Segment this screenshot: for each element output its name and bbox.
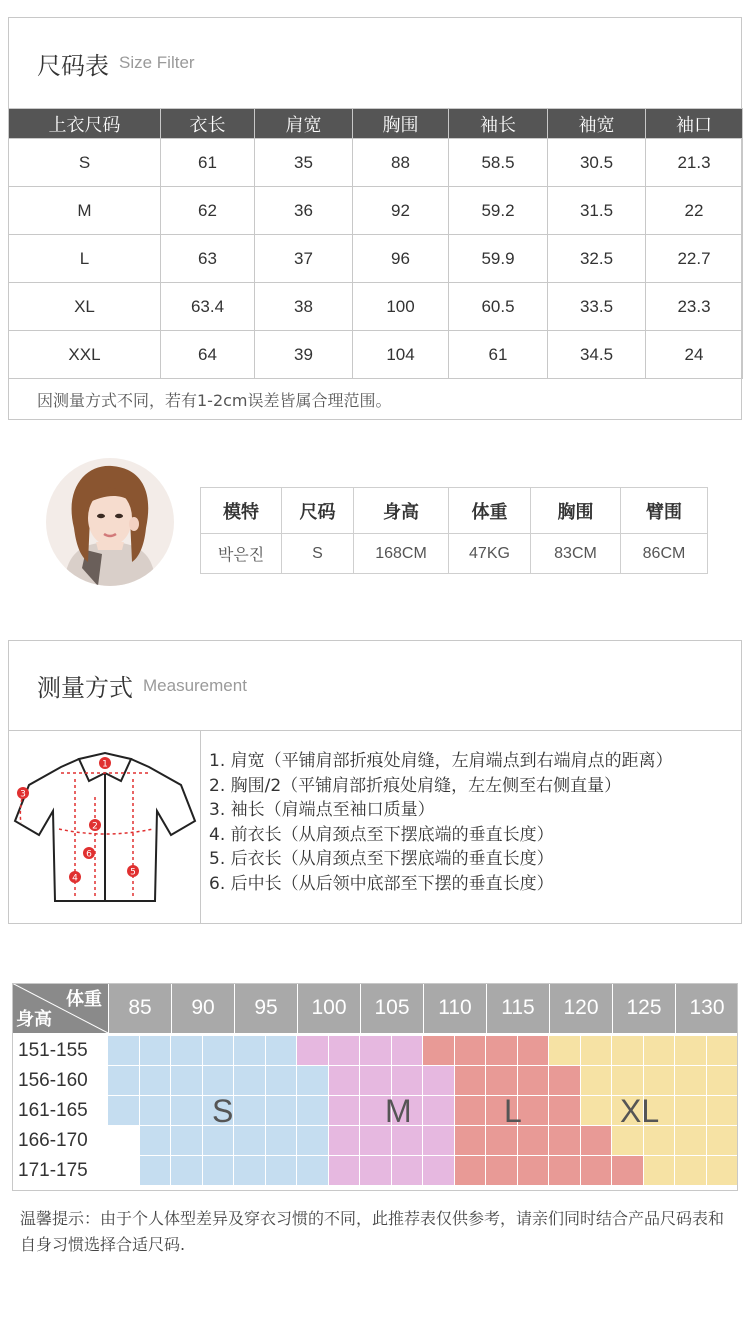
size-value-cell: 92 bbox=[353, 187, 449, 235]
size-zone-cell bbox=[644, 1036, 676, 1066]
measurement-item: 4. 前衣长（从肩颈点至下摆底端的垂直长度） bbox=[209, 824, 554, 845]
measurement-item: 3. 袖长（肩端点至袖口质量） bbox=[209, 800, 435, 820]
size-zone-cell bbox=[329, 1066, 361, 1096]
size-label-cell: XL bbox=[9, 283, 161, 331]
model-value-cell: 168CM bbox=[354, 534, 449, 574]
size-value-cell: 34.5 bbox=[548, 331, 646, 379]
weight-column-header: 105 bbox=[360, 983, 423, 1033]
svg-text:1: 1 bbox=[102, 759, 108, 770]
size-zone-label: S bbox=[212, 1093, 234, 1129]
size-zone-cell bbox=[171, 1126, 203, 1156]
size-col-header: 上衣尺码 bbox=[9, 109, 161, 139]
size-zone-cell bbox=[612, 1066, 644, 1096]
size-zone-cell bbox=[581, 1156, 613, 1186]
size-value-cell: 62 bbox=[161, 187, 255, 235]
size-zone-cell bbox=[108, 1036, 140, 1066]
size-zone-cell bbox=[266, 1036, 298, 1066]
size-table-heading bbox=[9, 18, 741, 108]
size-zone-cell bbox=[581, 1096, 613, 1126]
model-table-row bbox=[201, 534, 708, 574]
size-zone-cell bbox=[140, 1066, 172, 1096]
measurement-marker bbox=[83, 847, 95, 860]
size-zone-cell bbox=[423, 1036, 455, 1066]
size-zone-cell bbox=[612, 1036, 644, 1066]
svg-text:3: 3 bbox=[20, 789, 26, 800]
svg-text:6: 6 bbox=[86, 849, 92, 860]
size-value-cell: 21.3 bbox=[646, 139, 743, 187]
model-table-header-row bbox=[201, 488, 708, 534]
size-zone-cell bbox=[581, 1066, 613, 1096]
size-note: 因测量方式不同，若有1-2cm误差皆属合理范围。 bbox=[37, 390, 392, 410]
size-zone-cell bbox=[486, 1036, 518, 1066]
size-zone-cell bbox=[392, 1156, 424, 1186]
size-table-section bbox=[8, 17, 742, 420]
weight-header-row bbox=[12, 983, 738, 1033]
size-value-cell: 37 bbox=[255, 235, 353, 283]
size-zone-cell bbox=[518, 1156, 550, 1186]
size-zone-cell bbox=[203, 1156, 235, 1186]
size-zone-cell bbox=[297, 1036, 329, 1066]
size-zone-cell bbox=[549, 1156, 581, 1186]
measurement-list bbox=[201, 731, 673, 923]
size-title-cn: 尺码表 bbox=[37, 51, 109, 80]
size-zone-cell bbox=[707, 1156, 739, 1186]
size-table-header-row bbox=[9, 109, 743, 139]
size-zone-cell bbox=[644, 1126, 676, 1156]
shirt-diagram bbox=[9, 731, 201, 923]
size-zone-cell bbox=[108, 1126, 140, 1156]
size-zone-cell bbox=[549, 1066, 581, 1096]
size-zone-cell bbox=[707, 1036, 739, 1066]
size-zone-cell bbox=[360, 1066, 392, 1096]
size-zone-cell bbox=[140, 1036, 172, 1066]
measurement-marker bbox=[69, 871, 81, 884]
size-zone-cell bbox=[455, 1036, 487, 1066]
size-zone-cell bbox=[171, 1036, 203, 1066]
size-zone-cell bbox=[707, 1126, 739, 1156]
size-zone-cell bbox=[108, 1156, 140, 1186]
size-zone-label: L bbox=[504, 1093, 522, 1129]
size-table-row bbox=[9, 187, 743, 235]
size-value-cell: 31.5 bbox=[548, 187, 646, 235]
measurement-marker bbox=[17, 787, 29, 800]
weight-column-header: 120 bbox=[549, 983, 612, 1033]
model-value-cell: 83CM bbox=[531, 534, 621, 574]
measurement-item: 1. 肩宽（平铺肩部折痕处肩缝，左肩端点到右端肩点的距离） bbox=[209, 751, 673, 771]
size-zone-cell bbox=[329, 1126, 361, 1156]
model-table bbox=[200, 487, 708, 574]
size-zone-cell bbox=[675, 1066, 707, 1096]
size-zone-cell bbox=[297, 1126, 329, 1156]
size-value-cell: 61 bbox=[161, 139, 255, 187]
size-zone-cell bbox=[455, 1066, 487, 1096]
size-zone-cell bbox=[518, 1066, 550, 1096]
size-zone-cell bbox=[644, 1066, 676, 1096]
size-col-header: 肩宽 bbox=[255, 109, 353, 139]
size-value-cell: 64 bbox=[161, 331, 255, 379]
size-zone-cell bbox=[549, 1096, 581, 1126]
measurement-item: 6. 后中长（从后领中底部至下摆的垂直长度） bbox=[209, 873, 554, 894]
size-col-header: 袖口 bbox=[646, 109, 743, 139]
size-zone-cell bbox=[171, 1066, 203, 1096]
measurement-item: 2. 胸围/2（平铺肩部折痕处肩缝，左左侧至右侧直量） bbox=[209, 775, 622, 796]
measurement-marker bbox=[127, 865, 139, 878]
size-value-cell: 104 bbox=[353, 331, 449, 379]
weight-column-header: 85 bbox=[108, 983, 171, 1033]
size-zone-cell bbox=[171, 1096, 203, 1126]
size-zone-cell bbox=[171, 1156, 203, 1186]
size-value-cell: 35 bbox=[255, 139, 353, 187]
size-zone-cell bbox=[549, 1126, 581, 1156]
size-value-cell: 23.3 bbox=[646, 283, 743, 331]
weight-column-header: 100 bbox=[297, 983, 360, 1033]
size-zone-cell bbox=[518, 1096, 550, 1126]
measurement-marker bbox=[89, 819, 101, 832]
size-zone-cell bbox=[612, 1126, 644, 1156]
size-table bbox=[8, 108, 743, 379]
size-table-row bbox=[9, 283, 743, 331]
measurement-marker bbox=[99, 757, 111, 770]
size-value-cell: 22 bbox=[646, 187, 743, 235]
size-zone-cell bbox=[423, 1066, 455, 1096]
size-value-cell: 88 bbox=[353, 139, 449, 187]
size-zone-cell bbox=[518, 1126, 550, 1156]
size-value-cell: 22.7 bbox=[646, 235, 743, 283]
size-title-en: Size Filter bbox=[119, 53, 195, 72]
measurement-section bbox=[8, 640, 742, 924]
height-axis-label: 身高 bbox=[16, 1009, 52, 1030]
weight-axis-label: 体重 bbox=[66, 989, 102, 1010]
size-zone-cell bbox=[266, 1156, 298, 1186]
size-zone-cell bbox=[360, 1126, 392, 1156]
size-zone-cell bbox=[644, 1156, 676, 1186]
size-recommend-chart bbox=[12, 983, 738, 1191]
model-value-cell: S bbox=[282, 534, 354, 574]
model-value-cell: 47KG bbox=[449, 534, 531, 574]
size-value-cell: 63 bbox=[161, 235, 255, 283]
size-value-cell: 32.5 bbox=[548, 235, 646, 283]
height-row-label: 151-155 bbox=[18, 1040, 88, 1061]
size-zone-cell bbox=[329, 1096, 361, 1126]
size-zone-cell bbox=[266, 1126, 298, 1156]
size-zone-cell bbox=[329, 1036, 361, 1066]
svg-text:2: 2 bbox=[92, 821, 98, 832]
height-row-label: 161-165 bbox=[18, 1100, 88, 1121]
size-value-cell: 96 bbox=[353, 235, 449, 283]
size-value-cell: 61 bbox=[449, 331, 548, 379]
size-zone-cell bbox=[360, 1156, 392, 1186]
axis-corner bbox=[12, 983, 108, 1033]
size-zone-cell bbox=[140, 1126, 172, 1156]
model-col-header: 胸围 bbox=[531, 488, 621, 534]
size-zone-cell bbox=[423, 1096, 455, 1126]
size-zone-cell bbox=[612, 1156, 644, 1186]
size-zone-cell bbox=[360, 1036, 392, 1066]
model-col-header: 尺码 bbox=[282, 488, 354, 534]
size-zone-cell bbox=[518, 1036, 550, 1066]
size-zone-cell bbox=[675, 1126, 707, 1156]
measurement-title-en: Measurement bbox=[143, 675, 247, 695]
size-zone-cell bbox=[423, 1126, 455, 1156]
size-value-cell: 39 bbox=[255, 331, 353, 379]
height-row-label: 166-170 bbox=[18, 1130, 88, 1151]
weight-column-header: 115 bbox=[486, 983, 549, 1033]
size-zone-cell bbox=[581, 1036, 613, 1066]
size-label-cell: S bbox=[9, 139, 161, 187]
size-zone-cell bbox=[234, 1126, 266, 1156]
size-zone-cell bbox=[297, 1156, 329, 1186]
size-zone-cell bbox=[108, 1066, 140, 1096]
measurement-heading bbox=[9, 641, 741, 731]
measurement-title-cn: 测量方式 bbox=[37, 674, 133, 702]
size-zone-cell bbox=[108, 1096, 140, 1126]
size-zone-cell bbox=[329, 1156, 361, 1186]
size-col-header: 袖宽 bbox=[548, 109, 646, 139]
size-zone-cell bbox=[707, 1066, 739, 1096]
size-value-cell: 60.5 bbox=[449, 283, 548, 331]
size-zone-cell bbox=[203, 1066, 235, 1096]
size-zone-cell bbox=[266, 1096, 298, 1126]
size-value-cell: 63.4 bbox=[161, 283, 255, 331]
size-value-cell: 58.5 bbox=[449, 139, 548, 187]
size-zone-cell bbox=[392, 1036, 424, 1066]
size-col-header: 胸围 bbox=[353, 109, 449, 139]
size-col-header: 袖长 bbox=[449, 109, 548, 139]
svg-text:5: 5 bbox=[130, 867, 136, 878]
size-value-cell: 36 bbox=[255, 187, 353, 235]
model-value-cell: 86CM bbox=[621, 534, 708, 574]
size-zone-cell bbox=[234, 1096, 266, 1126]
size-table-row bbox=[9, 331, 743, 379]
size-value-cell: 38 bbox=[255, 283, 353, 331]
weight-column-header: 130 bbox=[675, 983, 738, 1033]
sizing-tip: 温馨提示：由于个人体型差异及穿衣习惯的不同，此推荐表仅供参考，请亲们同时结合产品尺码表和自身习惯选择合适尺码. bbox=[20, 1209, 725, 1254]
size-table-row bbox=[9, 235, 743, 283]
size-zone-cell bbox=[140, 1156, 172, 1186]
size-zone-cell bbox=[549, 1036, 581, 1066]
size-zone-cell bbox=[423, 1156, 455, 1186]
model-col-header: 模特 bbox=[201, 488, 282, 534]
size-zone-cell bbox=[392, 1066, 424, 1096]
weight-column-header: 125 bbox=[612, 983, 675, 1033]
size-zone-cell bbox=[675, 1156, 707, 1186]
size-value-cell: 100 bbox=[353, 283, 449, 331]
size-zone-cell bbox=[203, 1036, 235, 1066]
svg-text:4: 4 bbox=[72, 873, 78, 884]
size-zone-cell bbox=[234, 1036, 266, 1066]
size-zone-cell bbox=[297, 1066, 329, 1096]
size-zone-cell bbox=[675, 1036, 707, 1066]
model-col-header: 体重 bbox=[449, 488, 531, 534]
weight-column-header: 95 bbox=[234, 983, 297, 1033]
model-avatar bbox=[46, 458, 174, 586]
size-zone-cell bbox=[455, 1096, 487, 1126]
size-label-cell: M bbox=[9, 187, 161, 235]
size-zone-cell bbox=[707, 1096, 739, 1126]
size-zone-cell bbox=[266, 1066, 298, 1096]
size-label-cell: XXL bbox=[9, 331, 161, 379]
size-zone-cell bbox=[675, 1096, 707, 1126]
size-col-header: 衣长 bbox=[161, 109, 255, 139]
size-zone-cell bbox=[297, 1096, 329, 1126]
size-zone-cell bbox=[581, 1126, 613, 1156]
height-row-label: 171-175 bbox=[18, 1160, 88, 1181]
size-zone-cell bbox=[486, 1156, 518, 1186]
weight-column-header: 110 bbox=[423, 983, 486, 1033]
size-label-cell: L bbox=[9, 235, 161, 283]
model-col-header: 臂围 bbox=[621, 488, 708, 534]
size-value-cell: 30.5 bbox=[548, 139, 646, 187]
size-zone-cell bbox=[234, 1066, 266, 1096]
height-row-label: 156-160 bbox=[18, 1070, 88, 1091]
size-zone-cell bbox=[203, 1126, 235, 1156]
size-zone-label: M bbox=[385, 1093, 412, 1129]
weight-column-header: 90 bbox=[171, 983, 234, 1033]
size-value-cell: 33.5 bbox=[548, 283, 646, 331]
size-value-cell: 59.2 bbox=[449, 187, 548, 235]
size-value-cell: 24 bbox=[646, 331, 743, 379]
size-zone-cell bbox=[486, 1066, 518, 1096]
model-value-cell: 박은진 bbox=[201, 534, 282, 574]
model-col-header: 身高 bbox=[354, 488, 449, 534]
size-zone-cell bbox=[234, 1156, 266, 1186]
size-zone-label: XL bbox=[620, 1093, 660, 1129]
size-zone-cell bbox=[486, 1126, 518, 1156]
size-zone-cell bbox=[392, 1126, 424, 1156]
measurement-item: 5. 后衣长（从肩颈点至下摆底端的垂直长度） bbox=[209, 849, 554, 869]
size-value-cell: 59.9 bbox=[449, 235, 548, 283]
size-zone-cell bbox=[455, 1126, 487, 1156]
size-zone-cell bbox=[140, 1096, 172, 1126]
size-table-body bbox=[9, 139, 743, 379]
size-table-row bbox=[9, 139, 743, 187]
size-zone-cell bbox=[455, 1156, 487, 1186]
